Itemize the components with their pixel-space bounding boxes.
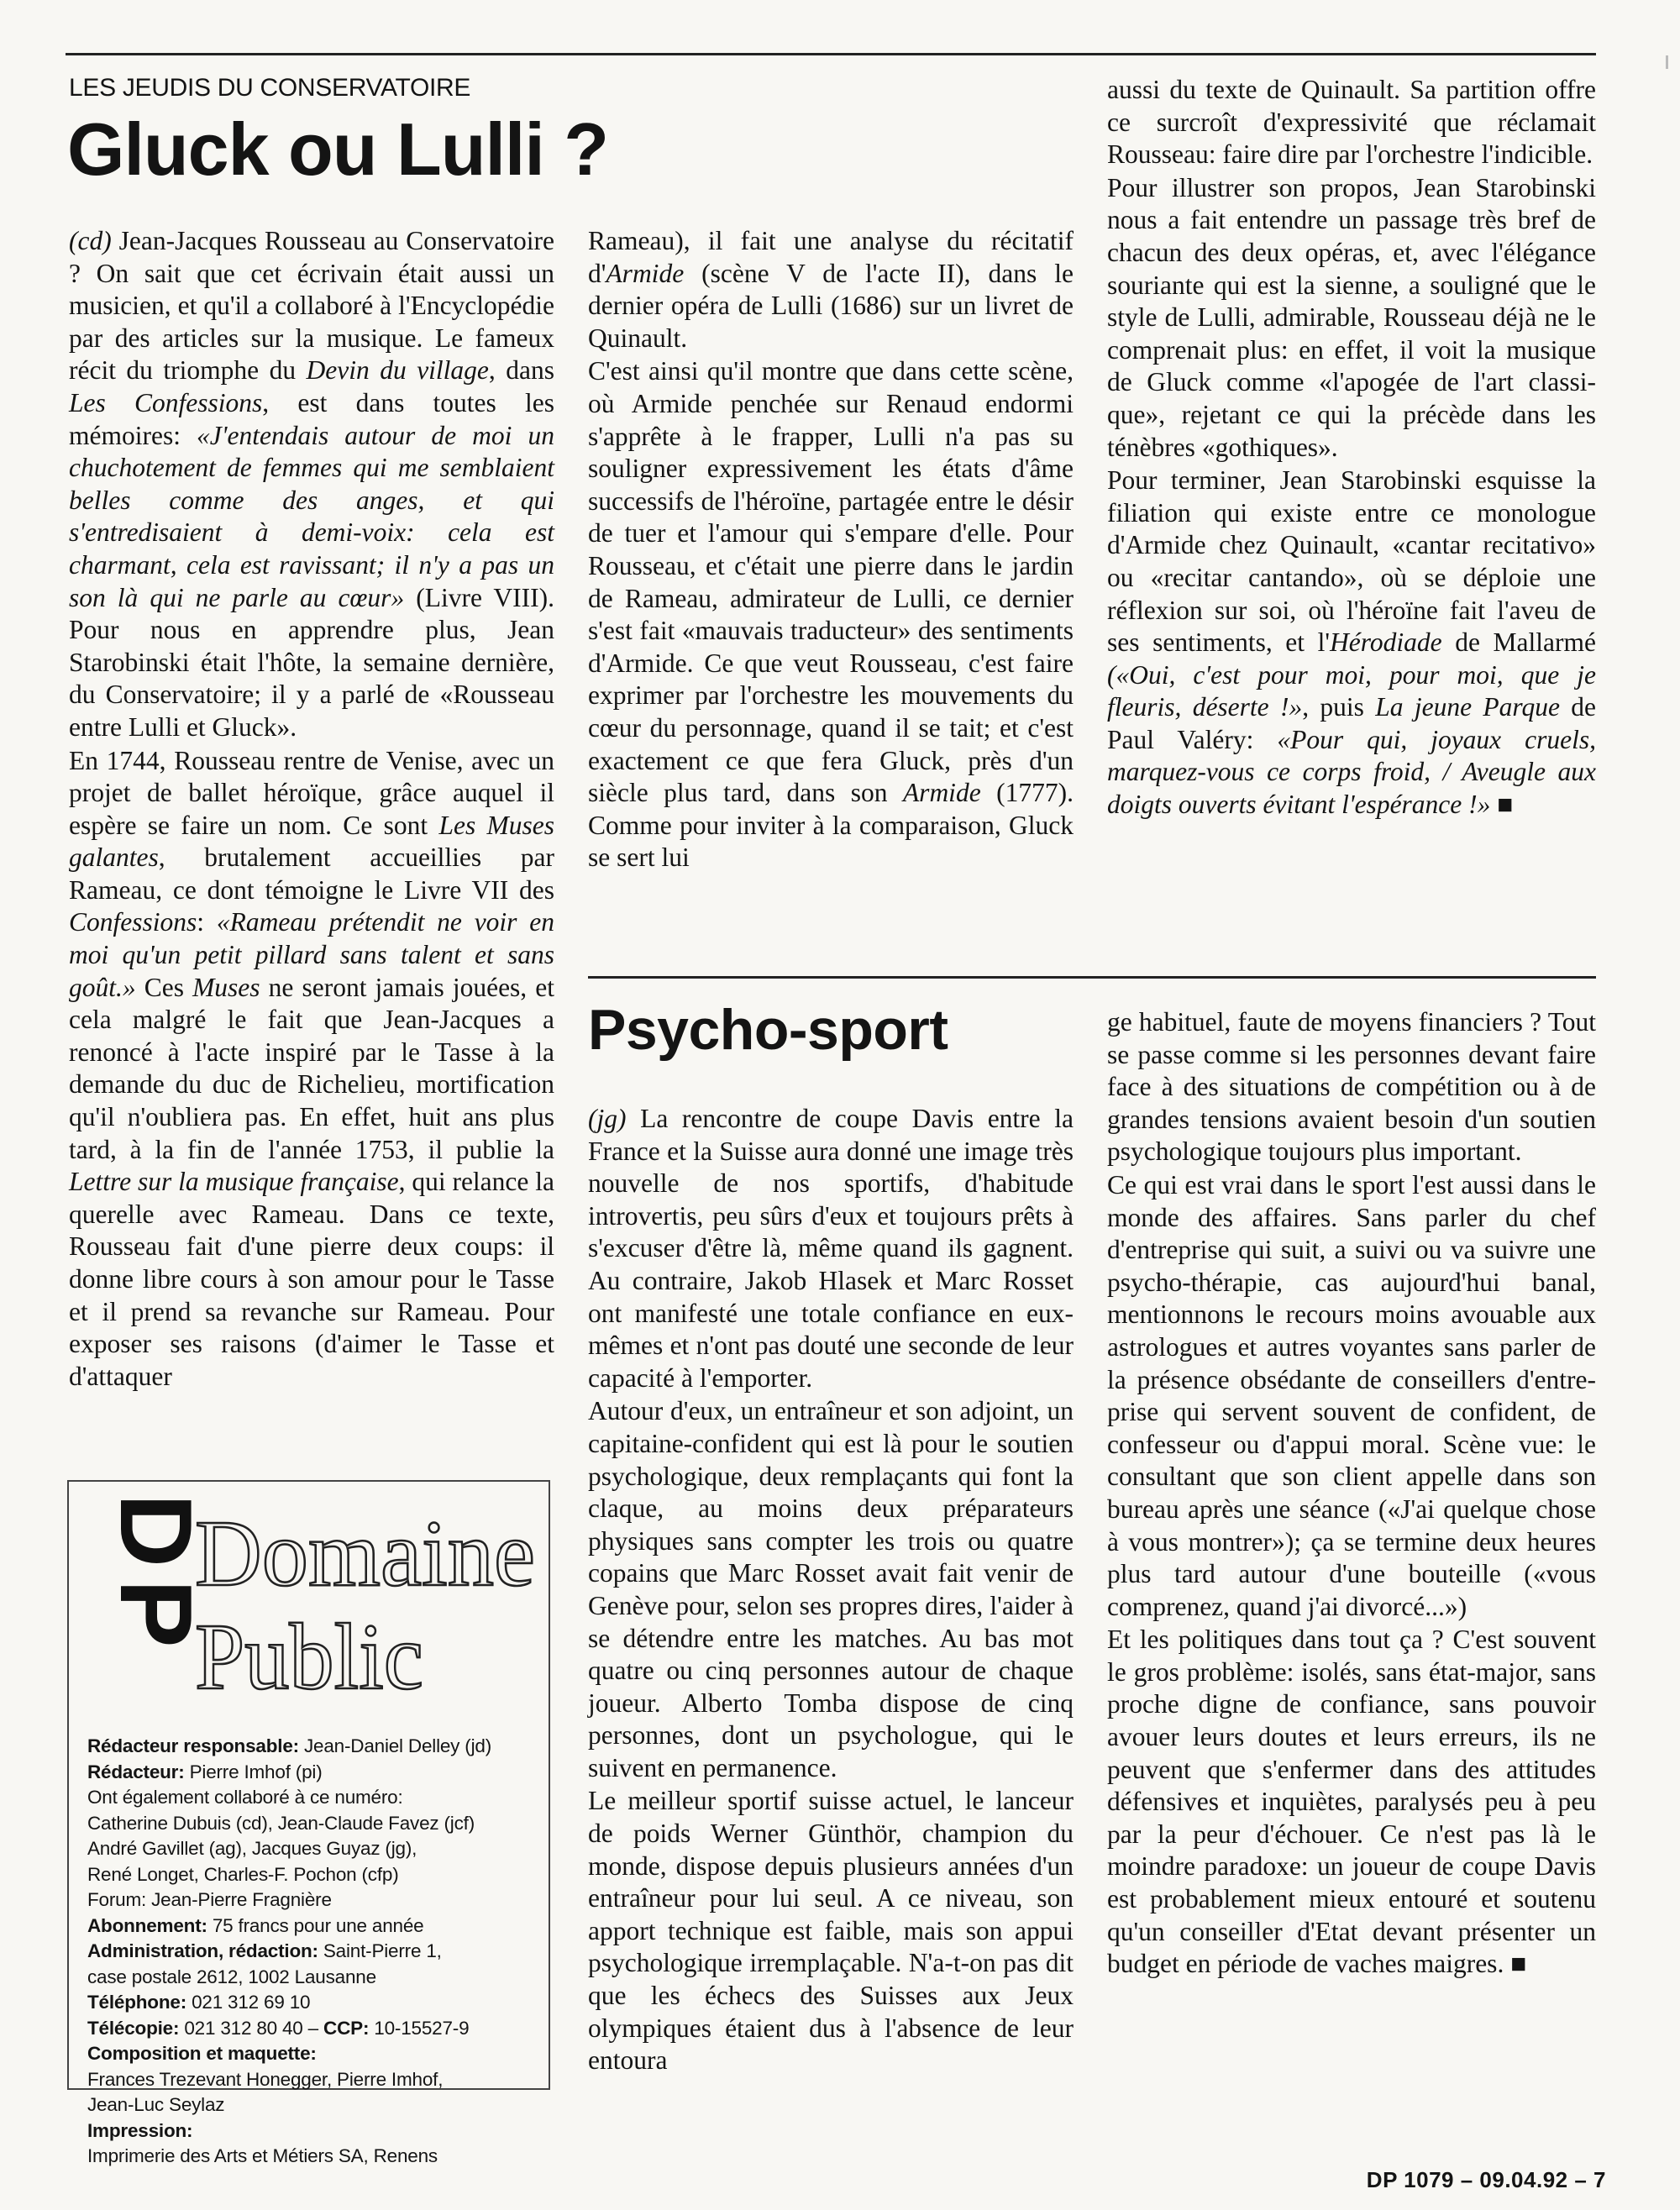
credit-line: Impression: [87, 2119, 193, 2141]
article1-paragraph: (cd) Jean-Jacques Rousseau au Conservatoire ? On sait que cet écrivain était aussi un musicien, et qu'il a collaboré à l'Encyclopédie par des articles sur la musique. Le fameux récit du triomphe du Devin du village, dans Les Confessions, est dans toutes les mémoires: «J'entendais autour de moi un chuchotement de femmes qui me semblaient belles comme des anges, et qui s'entredisaient à demi-voix: cela est charmant, cela est ravissant; il n'y a pas un son là qui ne parle au cœur» (Livre VIII). Pour nous en apprendre plus, Jean Starobinski était l'hôte, la semaine dernière, du Conservatoire; il y a parlé de «Rousseau entre Lulli et Gluck». [69, 226, 555, 742]
dp-logo [87, 1493, 213, 1727]
article1-paragraph: Pour terminer, Jean Starobinski esquisse la filiation qui existe entre ce monologue d'Armide chez Quinault, «cantar recitativo» ou «recitar cantando», où se déploie une réflexion sur soi, où l'héroïne fait l'aveu de ses sentiments, et l'Hérodiade de Mallarmé («Oui, c'est pour moi, pour moi, que je fleuris, déserte !», puis La jeune Parque de Paul Valéry: «Pour qui, joyaux cruels, marquez-vous ce corps froid, / Aveugle aux doigts ouverts évitant l'espérance !» ■ [1107, 465, 1597, 820]
article2-paragraph: Autour d'eux, un entraîneur et son adjoint, un capitaine-confident qui est là pour le soutien psychologique, deux remplaçants qui font la claque, au moins deux préparateurs physiques sans compter les trois ou quatre copains que Marc Rosset avait fait venir de Genève pour, selon ses propres dires, l'aider à se détendre entre les matches. Au bas mot quatre ou cinq personnes autour de chaque joueur. Alberto Tomba dispose de cinq personnes, dont un psychologue, qui le suivent en permanence. [588, 1396, 1074, 1782]
article1-column-2 [588, 225, 1074, 874]
masthead-logo [195, 1497, 539, 1707]
credit-line: Rédacteur responsable: Jean-Daniel Delley (jd) [87, 1735, 491, 1756]
credit-line: Ont également collaboré à ce numéro: [87, 1787, 403, 1808]
section-kicker: LES JEUDIS DU CONSERVATOIRE [69, 74, 471, 102]
article-title-psycho-sport: Psycho-sport [588, 998, 948, 1062]
article2-column-2 [1107, 1006, 1596, 1981]
credit-line: Composition et maquette: [87, 2043, 317, 2064]
credit-line: case postale 2612, 1002 Lausanne [87, 1966, 376, 1987]
masthead-name-line2: Public [195, 1605, 423, 1709]
quote-rousseau-confessions: «J'entendais autour de moi un chuchotement de femmes qui me semblaient belles comme des anges, et qui s'entredisaient à demi-voix: cela est charmant, cela est ravissant; il n'y a pas un son là qui ne parle au cœur» [69, 420, 555, 612]
credit-line: Téléphone: 021 312 69 10 [87, 1992, 311, 2013]
end-mark: ■ [1497, 790, 1514, 820]
credit-line: Télécopie: 021 312 80 40 – CCP: 10-15527-9 [87, 2017, 470, 2039]
article1-column-1 [69, 225, 554, 1393]
quote-rameau: «Rameau prétendit ne voir en moi qu'un petit pillard sans talent et sans goût.» [69, 907, 554, 1002]
end-mark: ■ [1510, 1949, 1527, 1979]
top-rule [66, 53, 1596, 55]
article2-paragraph: ge habituel, faute de moyens financiers ? Tout se passe comme si les personnes devant faire face à des situations de compétition ou à de grandes tensions avaient besoin d'un soutien psychologique toujours plus important. [1107, 1007, 1596, 1167]
article2-paragraph: Le meilleur sportif suisse actuel, le lanceur de poids Werner Günthör, champion du monde, dispose depuis plusieurs années d'un entraîneur pour lui seul. A ce niveau, son apport technique est faible, mais son appui psychologique irremplaçable. N'a-t-on pas dit que les échecs des Suisses aux Jeux olympiques étaient dus à l'absence de leur entoura [588, 1786, 1074, 2076]
article2-paragraph: Ce qui est vrai dans le sport l'est aussi dans le monde des affaires. Sans parler du chef d'entreprise qui suit, a suivi ou va suivre une psycho-thérapie, cas aujourd'hui banal, mentionnons le recours moins avouable aux astrologues et autres voyantes sans parler de la présence obsédante de conseillers d'entreprise qui servent souvent de confident, de confesseur ou d'appui moral. Scène vue: le consultant que son client appelle dans son bureau après une séance («J'ai quelque chose à vous montrer»); ça se termine deux heures plus tard autour d'une bouteille («vous comprenez, quand j'ai divorcé...») [1107, 1169, 1596, 1621]
article2-column-1 [588, 1103, 1074, 2077]
article2-paragraph: (jg) La rencontre de coupe Davis entre la France et la Suisse aura donné une image très nouvelle de nos sportifs, d'habitude introvertis, peu sûrs d'eux et toujours prêts à s'excuser d'être là, même quand ils gagnent. Au contraire, Jakob Hlasek et Marc Rosset ont manifesté une totale confiance en eux-mêmes et n'ont pas douté une seconde de leur capacité à l'emporter. [588, 1104, 1074, 1393]
section-divider [588, 976, 1596, 979]
credit-line: André Gavillet (ag), Jacques Guyaz (jg), [87, 1838, 417, 1859]
credit-line: Abonnement: 75 francs pour une année [87, 1914, 424, 1936]
masthead-box [67, 1480, 550, 2166]
credit-line: Rédacteur: Pierre Imhof (pi) [87, 1761, 323, 1782]
article1-column-3 [1107, 74, 1596, 822]
credit-line: René Longet, Charles-F. Pochon (cfp) [87, 1863, 399, 1885]
article-title-gluck: Gluck ou Lulli ? [67, 108, 608, 191]
scan-mark [1666, 55, 1668, 69]
article1-paragraph: C'est ainsi qu'il montre que dans cette scène, où Armide penchée sur Renaud endormi s'apprête à le frapper, Lulli n'a pas su souligner expressivement les états d'âme successifs de l'héroïne, partagée entre le désir de tuer et l'amour qui s'empare d'elle. Pour Rousseau, et c'était une pierre dans le jardin de Rameau, admirateur de Lulli, ce dernier s'est fait «mauvais traducteur» des sentiments d'Armide. Ce que veut Rousseau, c'est faire exprimer par l'orchestre les mouvements du cœur du personnage, quand il se tait; et c'est exactement ce que fera Gluck, près d'un siècle plus tard, dans son Armide (1777). Comme pour inviter à la comparaison, Gluck se sert lui [588, 356, 1074, 873]
page-folio: DP 1079 – 09.04.92 – 7 [1366, 2167, 1606, 2192]
article1-paragraph: Pour illustrer son propos, Jean Starobinski nous a fait entendre un passage très bref de chacun des deux opéras, et, avec l'élégance souriante qui est la sienne, a souligné que le style de Lulli, admirable, Rousseau déjà ne le comprenait plus: en effet, il voit la musique de Gluck comme «l'apogée de l'art classique», rejetant ce qui la précède dans les ténèbres «gothiques». [1107, 172, 1596, 462]
credit-line: Frances Trezevant Honegger, Pierre Imhof, [87, 2068, 444, 2090]
article1-paragraph: aussi du texte de Quinault. Sa partition offre ce surcroît d'expressivité que réclamait Rousseau: faire dire par l'orchestre l'indicible. [1107, 75, 1596, 170]
credit-line: Imprimerie des Arts et Métiers SA, Renens [87, 2145, 438, 2166]
quote-valery: «Pour qui, joyaux cruels, marquez-vous ce corps froid, / Aveugle aux doigts ouverts évitant l'espérance !» [1107, 724, 1596, 820]
credit-line: Forum: Jean-Pierre Fragnière [87, 1889, 332, 1910]
masthead-name-line1: Domaine [195, 1502, 535, 1606]
credit-line: Administration, rédaction: Saint-Pierre 1, [87, 1940, 442, 1961]
article1-paragraph: En 1744, Rousseau rentre de Venise, avec un projet de ballet héroïque, grâce auquel il espère se faire un nom. Ce sont Les Muses galantes, brutalement accueillies par Rameau, ce dont témoigne le Livre VII des Confessions: «Rameau prétendit ne voir en moi qu'un petit pillard sans talent et sans goût.» Ces Muses ne seront jamais jouées, et cela malgré le fait que Jean-Jacques a renoncé à l'acte inspiré par le Tasse à la demande du duc de Richelieu, mortification qu'il n'oubliera pas. En effet, huit ans plus tard, à la fin de l'année 1753, il publie la Lettre sur la musique française, qui relance la querelle avec Rameau. Dans ce texte, Rousseau fait d'une pierre deux coups: il donne libre cours à son amour pour le Tasse et il prend sa revanche sur Rameau. Pour exposer ses raisons (d'aimer le Tasse et d'attaquer [69, 745, 554, 1391]
article1-paragraph: Rameau), il fait une analyse du récitatif d'Armide (scène V de l'acte II), dans le dernier opéra de Lulli (1686) sur un livret de Quinault. [588, 226, 1074, 353]
dp-logo-text: DP [99, 1493, 213, 1660]
article2-paragraph: Et les politiques dans tout ça ? C'est souvent le gros problème: isolés, sans état-major, sans proche digne de confiance, sans pouvoir avouer leurs doutes et leurs erreurs, ils ne peuvent que s'enfermer dans des attitudes défensives et inquiètes, paralysés peu à peu par la peur d'échouer. Ce n'est pas là le moindre paradoxe: un joueur de coupe Davis est probablement mieux entouré et soutenu qu'un conseiller d'Etat devant présenter un budget en période de vaches maigres. ■ [1107, 1625, 1596, 1979]
quote-mallarme: («Oui, c'est pour moi, pour moi, que je fleuris, déserte !» [1107, 659, 1596, 722]
masthead-credits [87, 1734, 541, 2170]
credit-line: Jean-Luc Seylaz [87, 2094, 225, 2115]
credit-line: Catherine Dubuis (cd), Jean-Claude Favez (jcf) [87, 1812, 475, 1834]
